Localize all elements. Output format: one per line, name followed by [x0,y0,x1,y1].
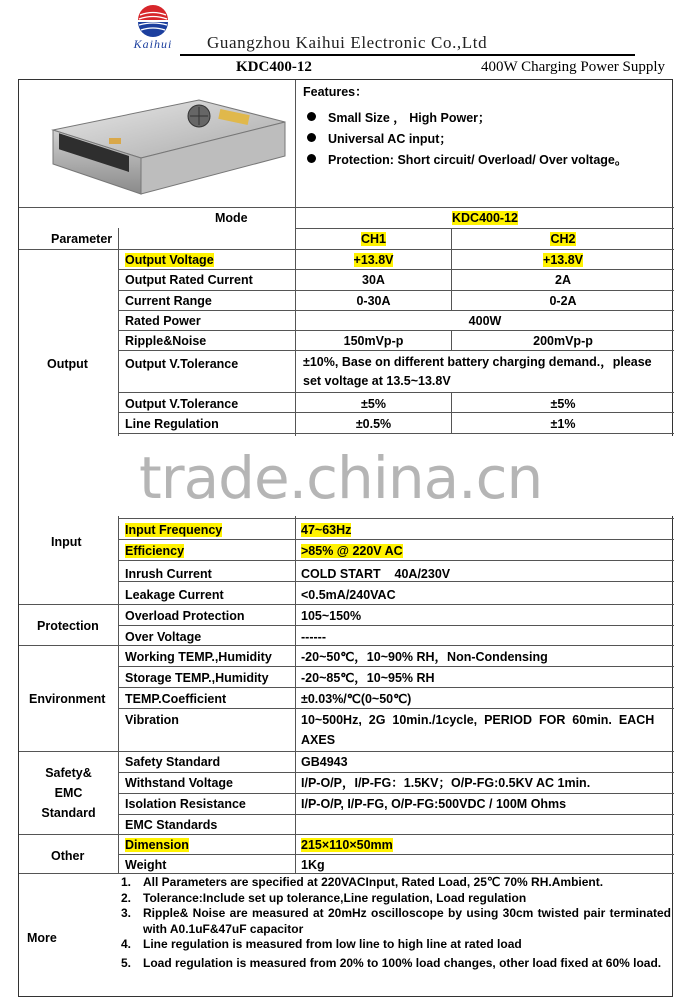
row-label: Inrush Current [125,567,212,581]
section-protection: Protection [37,619,99,633]
cell-value: -20~85℃，10~95% RH [301,671,435,685]
feature-item: Universal AC input； [303,127,673,148]
note-item: 5. Load regulation is measured from 20% to 100% load changes, other load fixed at 60% load. [121,955,662,970]
note-item: 3. Ripple& Noise are measured at 20mHz oscilloscope by using 30cm twisted pair terminated with A0.1uF&47uF capacitor [121,906,671,936]
cell-value: 1Kg [301,858,325,872]
row-label: Storage TEMP.,Humidity [125,671,269,685]
row-label: Output Rated Current [125,273,253,287]
row-label: Ripple&Noise [125,334,207,348]
cell-value: ±5% [361,397,386,411]
ch1-header: CH1 [360,232,386,246]
features-block [303,82,673,169]
cell-value: <0.5mA/240VAC [301,588,396,602]
section-environment: Environment [29,692,106,706]
cell-value: ±0.03%/℃(0~50℃) [301,692,412,706]
cell-value: ±10%, Base on different battery charging demand.，please [303,355,652,369]
cell-value: I/P-O/P, I/P-FG, O/P-FG:500VDC / 100M Ohms [301,797,567,811]
row-label: Isolation Resistance [125,797,246,811]
row-label: Line Regulation [125,417,219,431]
watermark: trade.china.cn [139,444,543,512]
feature-item: Small Size ， High Power； [303,106,673,127]
row-label: Output V.Tolerance [125,397,239,411]
globe-icon [134,4,172,38]
row-label: Output Voltage [125,253,214,267]
cell-value: >85% @ 220V AC [301,544,403,558]
note-item: 2. Tolerance:Include set up tolerance,Line regulation, Load regulation [121,890,527,905]
cell-value: 200mVp-p [533,334,593,348]
row-label: Input Frequency [125,523,223,537]
cell-value: ------ [301,630,326,644]
cell-value: ±5% [550,397,576,411]
cell-value: GB4943 [301,755,348,769]
logo-text: Kaihui [133,37,173,51]
section-other: Other [51,849,85,863]
bullet-icon [307,112,316,121]
row-label: Current Range [125,294,212,308]
cell-value: COLD START 40A/230V [301,567,451,581]
cell-value: 0-30A [356,294,391,308]
section-safety: Safety& [45,766,92,780]
model-description: 400W Charging Power Supply [480,59,665,75]
row-label: Withstand Voltage [125,776,233,790]
row-label: Output V.Tolerance [125,357,239,371]
note-item: 1. All Parameters are specified at 220VACInput, Rated Load, 25℃ 70% RH.Ambient. [121,875,604,889]
cell-value: 2A [555,273,571,287]
feature-item: Protection: Short circuit/ Overload/ Over voltage。 [303,148,673,169]
product-photo [49,92,289,200]
mode-label: Mode [215,211,248,225]
parameter-label: Parameter [51,232,113,246]
watermark-band [19,436,674,516]
cell-value: ±1% [550,417,576,431]
section-input: Input [51,535,82,549]
cell-value: I/P-O/P，I/P-FG：1.5KV；O/P-FG:0.5KV AC 1min. [301,776,591,790]
row-label: Rated Power [125,314,201,328]
row-label: Weight [125,858,167,872]
cell-value: +13.8V [353,253,394,267]
cell-value: 105~150% [301,609,362,623]
cell-value: 0-2A [549,294,577,308]
row-label: TEMP.Coefficient [125,692,227,706]
bullet-icon [307,154,316,163]
cell-value: 47~63Hz [301,523,352,537]
features-title: Features： [303,85,368,99]
row-label: Safety Standard [125,755,221,769]
section-more: More [27,931,57,945]
cell-value: AXES [301,733,336,747]
section-safety: EMC [54,786,83,800]
row-label: Overload Protection [125,609,245,623]
cell-value: 215×110×50mm [301,838,393,852]
row-label: Dimension [125,838,189,852]
cell-value: set voltage at 13.5~13.8V [303,374,451,388]
cell-value: +13.8V [543,253,583,267]
row-label: EMC Standards [125,818,218,832]
cell-value: 10~500Hz, 2G 10min./1cycle, PERIOD FOR 60min. EACH [301,713,655,727]
company-name: Guangzhou Kaihui Electronic Co.,Ltd [207,33,488,52]
row-label: Over Voltage [125,630,202,644]
bullet-icon [307,133,316,142]
note-item: 4. Line regulation is measured from low line to high line at rated load [121,937,522,951]
section-safety: Standard [41,806,96,820]
model-code: KDC400-12 [236,59,312,75]
row-label: Vibration [125,713,179,727]
mode-value: KDC400-12 [451,211,518,225]
section-output: Output [47,357,88,371]
cell-value: 30A [362,273,385,287]
row-label: Leakage Current [125,588,224,602]
company-logo [122,4,184,56]
ch2-header: CH2 [550,232,576,246]
notes-list [121,875,671,971]
row-label: Efficiency [125,544,185,558]
cell-value: -20~50℃，10~90% RH，Non-Condensing [301,650,548,664]
cell-value: 400W [468,314,502,328]
spec-sheet [18,79,673,997]
row-label: Working TEMP.,Humidity [125,650,272,664]
cell-value: 150mVp-p [343,334,404,348]
model-line [18,59,673,79]
header-rule [180,54,635,56]
cell-value: ±0.5% [355,417,392,431]
